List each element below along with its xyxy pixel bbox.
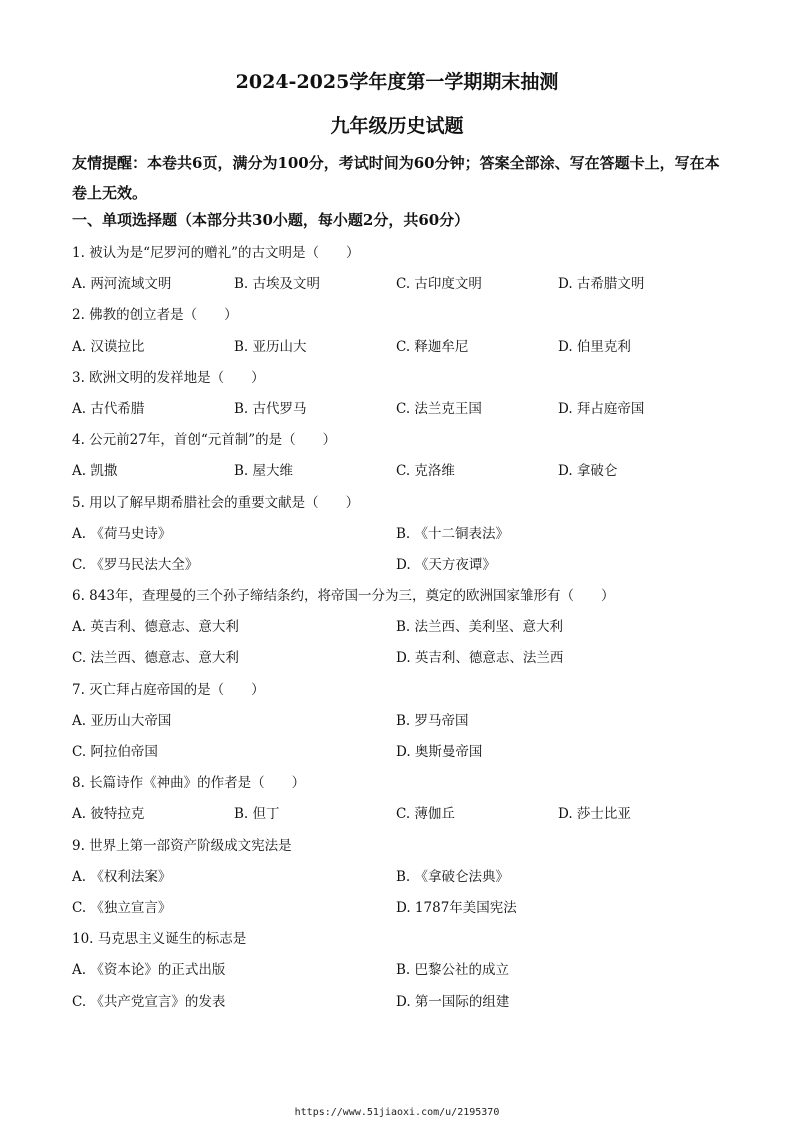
- option-c: C. 古印度文明: [396, 276, 482, 293]
- option-a: A. 亚历山大帝国: [72, 712, 172, 729]
- option-a: A. 凯撒: [72, 463, 118, 480]
- option-row: [72, 863, 732, 894]
- option-a: A. 彼特拉克: [72, 806, 145, 823]
- option-b: B. 巴黎公社的成立: [396, 962, 510, 979]
- option-d: D. 《天方夜谭》: [396, 556, 496, 573]
- option-b: B. 亚历山大: [234, 338, 307, 355]
- option-a: A. 古代希腊: [72, 400, 145, 417]
- question-list: [72, 239, 732, 1019]
- option-c: C. 《共产党宣言》的发表: [72, 993, 226, 1010]
- option-b: B. 古埃及文明: [234, 276, 321, 293]
- option-row: [72, 613, 732, 644]
- option-row: [72, 270, 732, 301]
- option-row: [72, 800, 732, 831]
- question-stem: 2. 佛教的创立者是（ ）: [72, 307, 238, 324]
- option-c: C. 《罗马民法大全》: [72, 556, 199, 573]
- exam-notice: 友情提醒：本卷共6页，满分为100分，考试时间为60分钟；答案全部涂、写在答题卡上，写在本卷上无效。: [72, 154, 720, 202]
- option-b: B. 但丁: [234, 806, 280, 823]
- option-row: [72, 707, 732, 738]
- option-d: D. 奥斯曼帝国: [396, 744, 483, 760]
- option-row: [72, 333, 732, 364]
- option-row: [72, 395, 732, 426]
- option-b: B. 《拿破仑法典》: [396, 868, 510, 885]
- exam-subtitle: 九年级历史试题: [330, 115, 464, 137]
- option-c: C. 阿拉伯帝国: [72, 744, 158, 760]
- option-a: A. 《资本论》的正式出版: [72, 962, 226, 979]
- option-row: [72, 956, 732, 987]
- option-row: [72, 894, 732, 925]
- option-d: D. 第一国际的组建: [396, 993, 510, 1010]
- option-a: A. 两河流域文明: [72, 276, 172, 293]
- option-d: D. 古希腊文明: [558, 276, 645, 293]
- option-row: [72, 520, 732, 551]
- question-stem: 5. 用以了解早期希腊社会的重要文献是（ ）: [72, 494, 360, 511]
- option-c: C. 克洛维: [396, 463, 455, 480]
- footer-url[interactable]: https://www.51jiaoxi.com/u/2195370: [294, 1107, 500, 1118]
- question-stem: 10. 马克思主义诞生的标志是: [72, 931, 247, 948]
- option-row: [72, 644, 732, 675]
- question-stem: 4. 公元前27年，首创“元首制”的是（ ）: [72, 432, 337, 449]
- option-a: A. 《权利法案》: [72, 868, 172, 885]
- option-b: B. 《十二铜表法》: [396, 525, 510, 542]
- question-stem: 3. 欧洲文明的发祥地是（ ）: [72, 369, 265, 386]
- question-stem: 1. 被认为是“尼罗河的赠礼”的古文明是（ ）: [72, 245, 360, 261]
- option-row: [72, 738, 732, 769]
- option-d: D. 拿破仑: [558, 463, 618, 480]
- option-a: A. 汉谟拉比: [72, 338, 145, 355]
- option-c: C. 法兰克王国: [396, 400, 482, 417]
- option-row: [72, 551, 732, 582]
- question-stem: 6. 843年，查理曼的三个孙子缔结条约，将帝国一分为三，奠定的欧洲国家雏形有（ ）: [72, 588, 615, 605]
- option-d: D. 1787年美国宪法: [396, 899, 517, 916]
- option-a: A. 《荷马史诗》: [72, 525, 172, 542]
- option-b: B. 法兰西、美利坚、意大利: [396, 619, 564, 636]
- option-c: C. 《独立宣言》: [72, 899, 172, 916]
- option-d: D. 莎士比亚: [558, 806, 631, 823]
- question-stem: 7. 灭亡拜占庭帝国的是（ ）: [72, 681, 265, 698]
- exam-title: 2024-2025学年度第一学期期末抽测: [235, 71, 559, 93]
- option-c: C. 法兰西、德意志、意大利: [72, 650, 239, 667]
- option-d: D. 英吉利、德意志、法兰西: [396, 650, 564, 667]
- option-b: B. 罗马帝国: [396, 712, 469, 729]
- option-row: [72, 988, 732, 1019]
- option-b: B. 古代罗马: [234, 400, 307, 417]
- option-d: D. 拜占庭帝国: [558, 400, 645, 417]
- question-stem: 9. 世界上第一部资产阶级成文宪法是: [72, 837, 292, 854]
- section-title: 一、单项选择题（本部分共30小题，每小题2分，共60分）: [72, 211, 470, 229]
- option-b: B. 屋大维: [234, 463, 294, 480]
- option-d: D. 伯里克利: [558, 338, 631, 355]
- option-a: A. 英吉利、德意志、意大利: [72, 619, 239, 636]
- option-row: [72, 457, 732, 488]
- option-c: C. 薄伽丘: [396, 806, 455, 823]
- option-c: C. 释迦牟尼: [396, 338, 469, 355]
- question-stem: 8. 长篇诗作《神曲》的作者是（ ）: [72, 775, 306, 792]
